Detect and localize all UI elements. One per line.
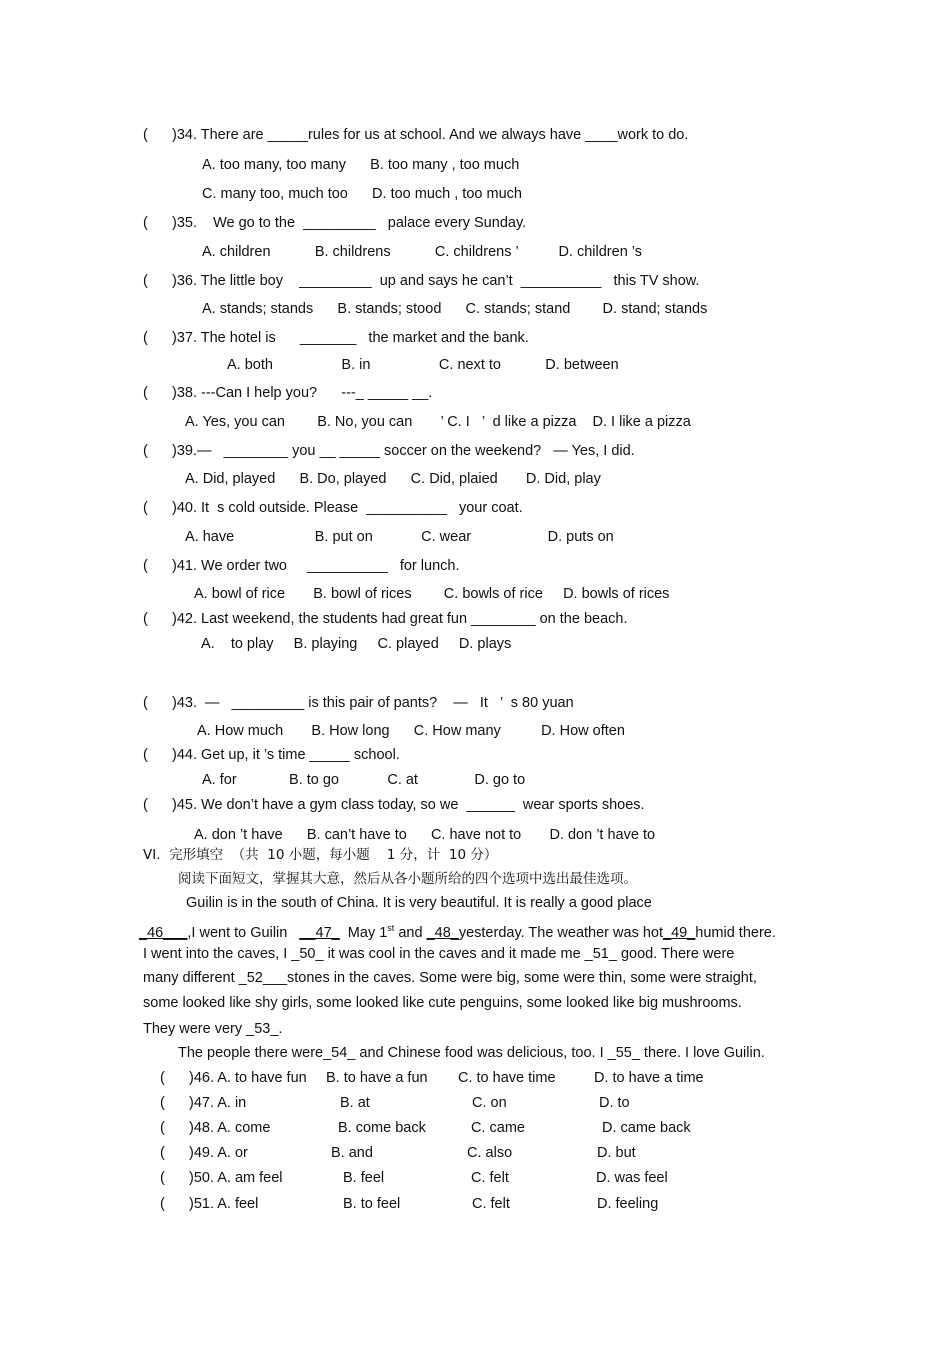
question-41-stem: ( )41. We order two __________ for lunch. xyxy=(143,558,460,574)
cloze-46-a: ( )46. A. to have fun xyxy=(160,1070,307,1086)
question-39-stem: ( )39.— ________ you __ _____ soccer on the weekend? — Yes, I did. xyxy=(143,443,635,459)
cloze-46-d: D. to have a time xyxy=(594,1070,704,1086)
blank-49: _49_ xyxy=(663,924,696,941)
passage-line-5: some looked like shy girls, some looked like cute penguins, some looked like big mushrooms. xyxy=(143,995,742,1011)
question-44-stem: ( )44. Get up, it ’s time _____ school. xyxy=(143,747,400,763)
passage-text: humid there. xyxy=(695,924,776,941)
cloze-50-d: D. was feel xyxy=(596,1170,668,1186)
passage-line-6: They were very _53_. xyxy=(143,1021,283,1037)
cloze-51-b: B. to feel xyxy=(343,1196,401,1212)
question-34-stem: ( )34. There are _____rules for us at school. And we always have ____work to do. xyxy=(143,127,689,143)
cloze-51-c: C. felt xyxy=(472,1196,510,1212)
blank-46: _46___ xyxy=(139,924,188,941)
cloze-51-d: D. feeling xyxy=(597,1196,659,1212)
cloze-49-a: ( )49. A. or xyxy=(160,1145,248,1161)
passage-text: yesterday. The weather was hot xyxy=(458,924,664,941)
cloze-49-c: C. also xyxy=(467,1145,513,1161)
passage-line-1: Guilin is in the south of China. It is very beautiful. It is really a good place xyxy=(186,895,652,911)
cloze-50-a: ( )50. A. am feel xyxy=(160,1170,283,1186)
question-40-options: A. have B. put on C. wear D. puts on xyxy=(185,529,614,545)
question-43-stem: ( )43. — _________ is this pair of pants? — It ’ s 80 yuan xyxy=(143,695,574,711)
cloze-50-b: B. feel xyxy=(343,1170,385,1186)
question-37-stem: ( )37. The hotel is _______ the market and the bank. xyxy=(143,330,529,346)
passage-text: ,I went to Guilin xyxy=(187,924,300,941)
question-37-options: A. both B. in C. next to D. between xyxy=(227,357,619,373)
question-38-options: A. Yes, you can B. No, you can ’ C. I ’ d like a pizza D. I like a pizza xyxy=(185,414,691,430)
question-42-stem: ( )42. Last weekend, the students had great fun ________ on the beach. xyxy=(143,611,628,627)
question-44-options: A. for B. to go C. at D. go to xyxy=(202,772,526,788)
section-title: VI. 完形填空 （共 10 小题，每小题 1 分，计 10 分） xyxy=(143,847,498,863)
passage-superscript: st xyxy=(387,923,395,933)
blank-47: __47_ xyxy=(299,924,340,941)
question-36-options: A. stands; stands B. stands; stood C. stands; stand D. stand; stands xyxy=(202,301,708,317)
question-38-stem: ( )38. ---Can I help you? ---_ _____ __. xyxy=(143,385,433,401)
cloze-49-b: B. and xyxy=(331,1145,373,1161)
question-41-options: A. bowl of rice B. bowl of rices C. bowls of rice D. bowls of rices xyxy=(194,586,670,602)
cloze-46-c: C. to have time xyxy=(458,1070,556,1086)
question-36-stem: ( )36. The little boy _________ up and says he can’t __________ this TV show. xyxy=(143,273,700,289)
question-34-options-1: A. too many, too many B. too many , too much xyxy=(202,157,520,173)
question-39-options: A. Did, played B. Do, played C. Did, plaied D. Did, play xyxy=(185,471,601,487)
passage-text: May 1 xyxy=(339,924,388,941)
blank-48: _48_ xyxy=(426,924,459,941)
cloze-47-b: B. at xyxy=(340,1095,370,1111)
passage-line-2 xyxy=(139,919,776,942)
section-instructions: 阅读下面短文，掌握其大意，然后从各小题所给的四个选项中选出最佳选项。 xyxy=(178,871,637,887)
cloze-47-c: C. on xyxy=(472,1095,507,1111)
cloze-47-a: ( )47. A. in xyxy=(160,1095,247,1111)
passage-line-3: I went into the caves, I _50_ it was cool in the caves and it made me _51_ good. There were xyxy=(143,946,735,962)
passage-line-4: many different _52___stones in the caves. Some were big, some were thin, some were straight, xyxy=(143,970,757,986)
question-45-stem: ( )45. We don’t have a gym class today, so we ______ wear sports shoes. xyxy=(143,797,645,813)
passage-text: and xyxy=(394,924,427,941)
cloze-49-d: D. but xyxy=(597,1145,636,1161)
cloze-47-d: D. to xyxy=(599,1095,630,1111)
cloze-48-d: D. came back xyxy=(602,1120,691,1136)
question-42-options: A. to play B. playing C. played D. plays xyxy=(201,636,512,652)
question-40-stem: ( )40. It s cold outside. Please __________ your coat. xyxy=(143,500,523,516)
cloze-48-a: ( )48. A. come xyxy=(160,1120,271,1136)
cloze-50-c: C. felt xyxy=(471,1170,509,1186)
passage-line-7: The people there were_54_ and Chinese food was delicious, too. I _55_ there. I love Guilin. xyxy=(178,1045,765,1061)
question-35-options: A. children B. childrens C. childrens ’ D. children ’s xyxy=(202,244,642,260)
cloze-48-b: B. come back xyxy=(338,1120,426,1136)
cloze-48-c: C. came xyxy=(471,1120,525,1136)
question-45-options: A. don ’t have B. can’t have to C. have not to D. don ’t have to xyxy=(194,827,656,843)
cloze-51-a: ( )51. A. feel xyxy=(160,1196,259,1212)
cloze-46-b: B. to have a fun xyxy=(326,1070,428,1086)
question-43-options: A. How much B. How long C. How many D. How often xyxy=(197,723,625,739)
question-34-options-2: C. many too, much too D. too much , too much xyxy=(202,186,522,202)
question-35-stem: ( )35. We go to the _________ palace every Sunday. xyxy=(143,215,527,231)
